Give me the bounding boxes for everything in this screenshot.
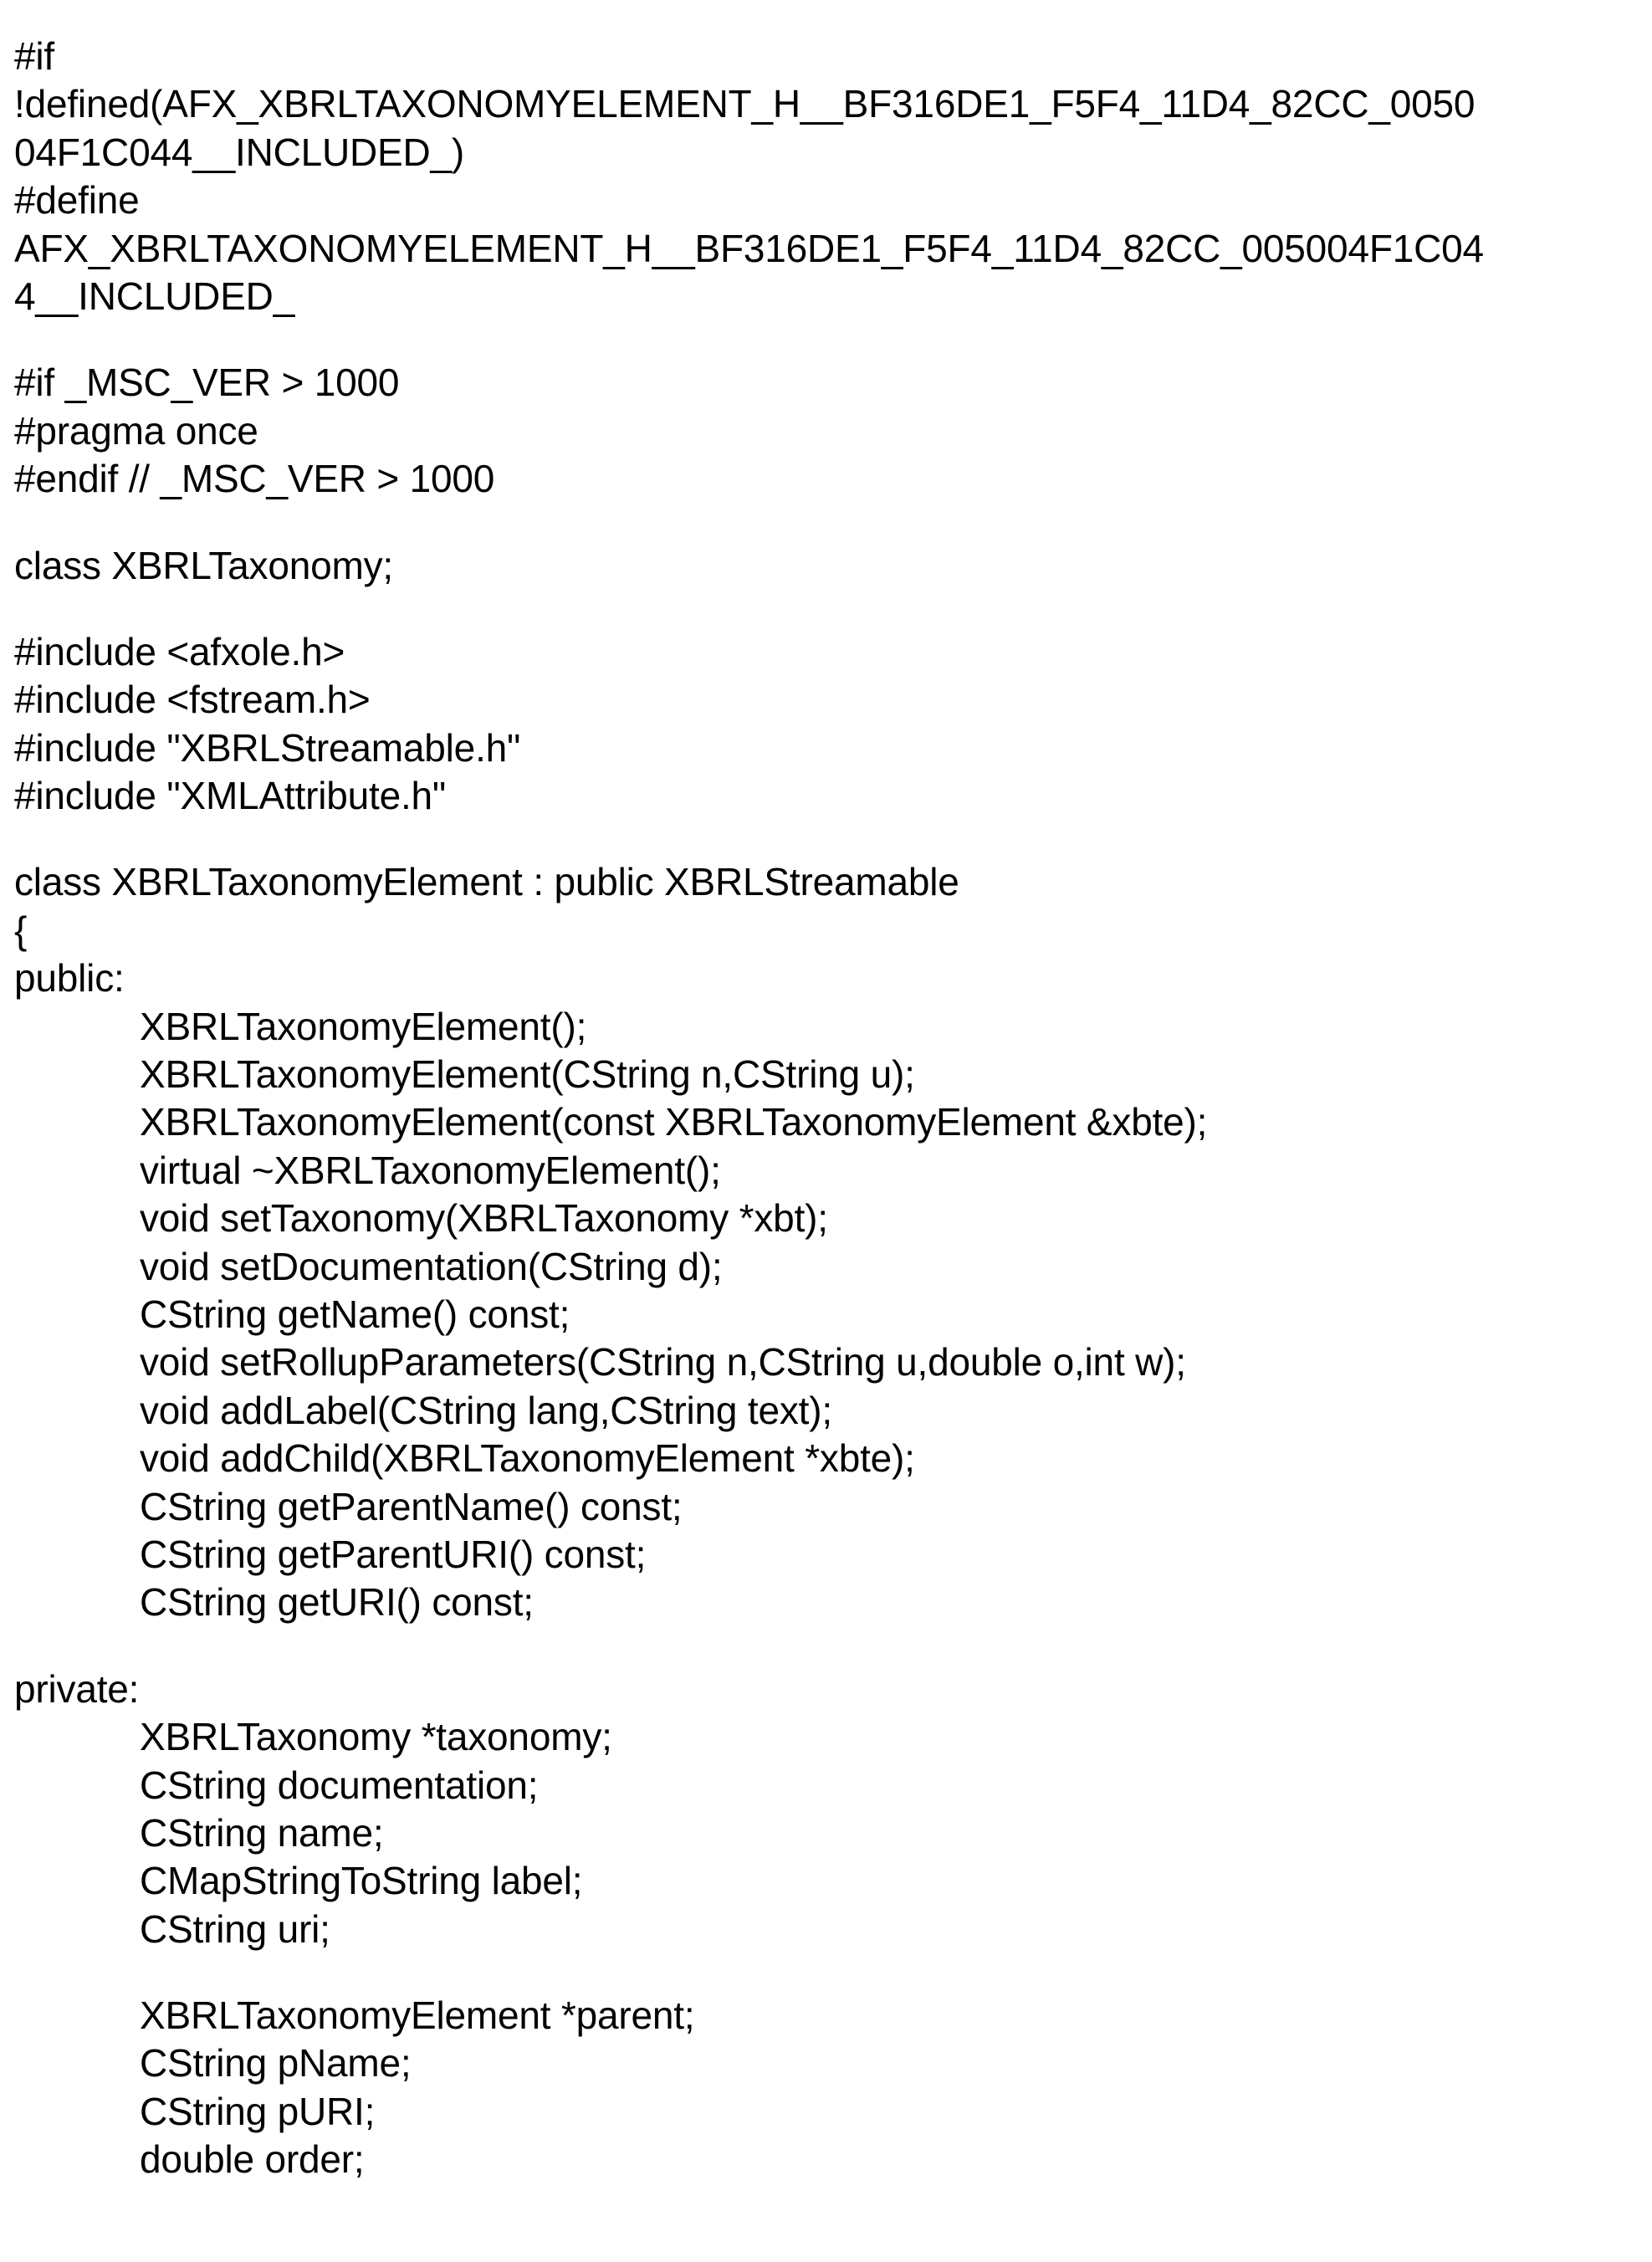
code-line: void setRollupParameters(CString n,CString u,double o,int w); [140, 1340, 1186, 1384]
code-line: 4__INCLUDED_ [14, 274, 295, 318]
code-line: CMapStringToString label; [140, 1859, 583, 1903]
code-line: void setDocumentation(CString d); [140, 1244, 723, 1288]
code-line: !defined(AFX_XBRLTAXONOMYELEMENT_H__BF316DE1_F5F4_11D4_82CC_0050 [14, 82, 1476, 126]
code-line: #endif // _MSC_VER > 1000 [14, 457, 495, 501]
code-line: AFX_XBRLTAXONOMYELEMENT_H__BF316DE1_F5F4_11D4_82CC_005004F1C04 [14, 226, 1484, 270]
code-line: { [14, 908, 28, 952]
code-line: class XBRLTaxonomy; [14, 543, 393, 587]
blank-line [14, 1953, 1645, 1992]
code-line: #if [14, 34, 54, 78]
code-line: CString getParentName() const; [140, 1484, 683, 1528]
code-line: XBRLTaxonomyElement(); [140, 1004, 587, 1048]
code-line: CString getParentURI() const; [140, 1532, 647, 1576]
code-line: XBRLTaxonomy *taxonomy; [140, 1715, 612, 1759]
code-line: CString getURI() const; [140, 1580, 534, 1625]
code-line: XBRLTaxonomyElement(const XBRLTaxonomyElement &xbte); [140, 1100, 1208, 1144]
blank-line [14, 820, 1645, 858]
code-line: XBRLTaxonomyElement(CString n,CString u); [140, 1052, 915, 1097]
code-line: #include "XMLAttribute.h" [14, 774, 447, 818]
code-listing-page [14, 0, 1645, 2184]
code-line: void addLabel(CString lang,CString text); [140, 1388, 832, 1432]
code-line: public: [14, 956, 125, 1000]
code-line: CString pName; [140, 2041, 412, 2085]
code-line: class XBRLTaxonomyElement : public XBRLStreamable [14, 860, 959, 904]
code-line: CString documentation; [140, 1763, 539, 1807]
code-line: 04F1C044__INCLUDED_) [14, 130, 465, 174]
code-line: void setTaxonomy(XBRLTaxonomy *xbt); [140, 1196, 828, 1241]
code-line: CString uri; [140, 1906, 330, 1951]
blank-line [14, 1627, 1645, 1666]
code-line: CString pURI; [140, 2089, 376, 2133]
code-line: #if _MSC_VER > 1000 [14, 361, 400, 405]
blank-line [14, 590, 1645, 628]
code-line: CString name; [140, 1810, 384, 1855]
code-line: void addChild(XBRLTaxonomyElement *xbte); [140, 1436, 915, 1481]
code-line: XBRLTaxonomyElement *parent; [140, 1993, 695, 2038]
code-line: private: [14, 1666, 140, 1711]
code-line: #include <afxole.h> [14, 629, 345, 673]
code-line: #include <fstream.h> [14, 678, 371, 722]
blank-line [14, 504, 1645, 542]
code-line: virtual ~XBRLTaxonomyElement(); [140, 1148, 721, 1192]
code-line: CString getName() const; [140, 1292, 570, 1336]
code-line: #pragma once [14, 408, 258, 453]
blank-line [14, 320, 1645, 359]
code-line: #define [14, 178, 140, 223]
code-line: #include "XBRLStreamable.h" [14, 725, 521, 770]
code-line: double order; [140, 2137, 365, 2182]
